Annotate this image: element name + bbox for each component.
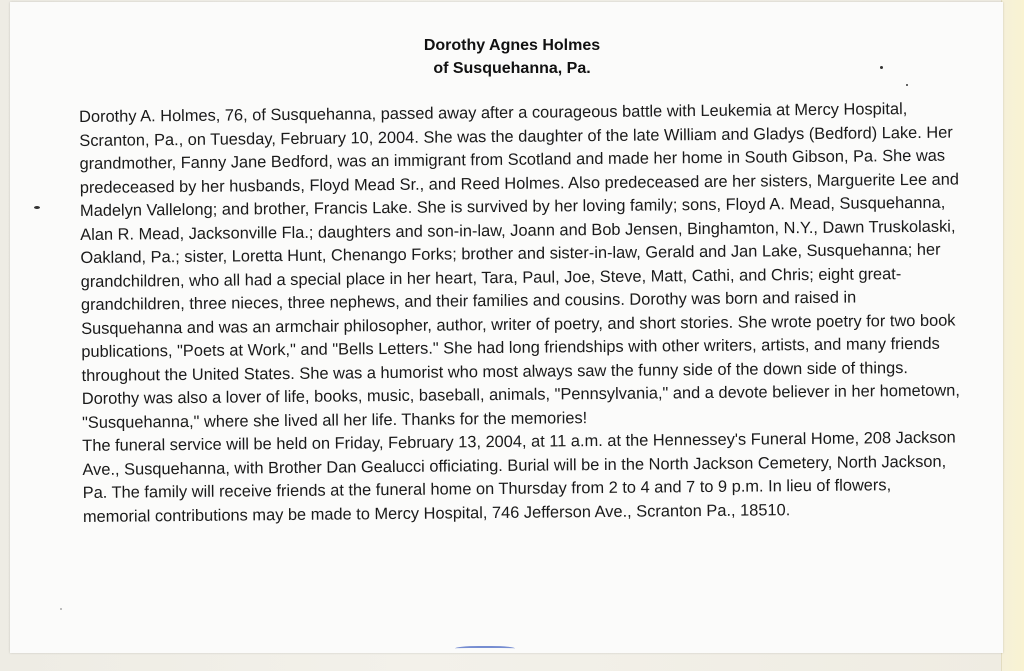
dust-speck [906, 84, 908, 86]
obituary-heading [0, 34, 1024, 80]
dust-speck [60, 608, 62, 610]
ink-mark [455, 646, 515, 652]
obituary-paragraph-2: The funeral service will be held on Friday, February 13, 2004, at 11 a.m. at the Hennessey's Funeral Home, 208 Jackson Ave., Susquehanna, with Brother Dan Gealucci officiating. Burial will be in the North Jackson Cemetery, North Jackson, Pa. The family will receive friends at the funeral home on Thursday from 2 to 4 and 7 to 9 p.m. In lieu of flowers, memorial contributions may be made to Mercy Hospital, 746 Jefferson Ave., Scranton Pa., 18510. [82, 428, 956, 526]
dust-speck [880, 66, 883, 69]
obituary-subtitle: of Susquehanna, Pa. [433, 60, 591, 77]
obituary-title: Dorothy Agnes Holmes [423, 37, 601, 54]
scan-edge-strip [1001, 0, 1024, 671]
obituary-body [79, 98, 963, 529]
dust-speck [34, 206, 40, 209]
obituary-paragraph-1: Dorothy A. Holmes, 76, of Susquehanna, passed away after a courageous battle with Leukemia at Mercy Hospital, Scranton, Pa., on Tuesday, February 10, 2004. She was the daughter of the late William and Gladys (Bedford) Lake. Her grandmother, Fanny Jane Bedford, was an immigrant from Scotland and made her home in South Gibson, Pa. She was predeceased by her husbands, Floyd Mead Sr., and Reed Holmes. Also predeceased are her sisters, Marguerite Lee and Madelyn Vallelong; and brother, Francis Lake. She is survived by her loving family; sons, Floyd A. Mead, Susquehanna, Alan R. Mead, Jacksonville Fla.; daughters and son-in-law, Joann and Bob Jensen, Binghamton, N.Y., Dawn Truskolaski, Oakland, Pa.; sister, Loretta Hunt, Chenango Forks; brother and sister-in-law, Gerald and Jan Lake, Susquehanna; her grandchildren, who all had a special place in her heart, Tara, Paul, Joe, Steve, Matt, Cathi, and Chris; eight great-grandchildren, three nieces, three nephews, and their families and cousins. Dorothy was born and raised in Susquehanna and was an armchair philosopher, author, writer of poetry, and short stories. She wrote poetry for two book publications, "Poets at Work," and "Bells Letters." She had long friendships with other writers, artists, and many friends throughout the United States. She was a humorist who most always saw the funny side of the down side of things. Dorothy was also a lover of life, books, music, baseball, animals, "Pennsylvania," and a devote believer in her hometown, "Susquehanna," where she lived all her life. Thanks for the memories! [79, 100, 960, 432]
